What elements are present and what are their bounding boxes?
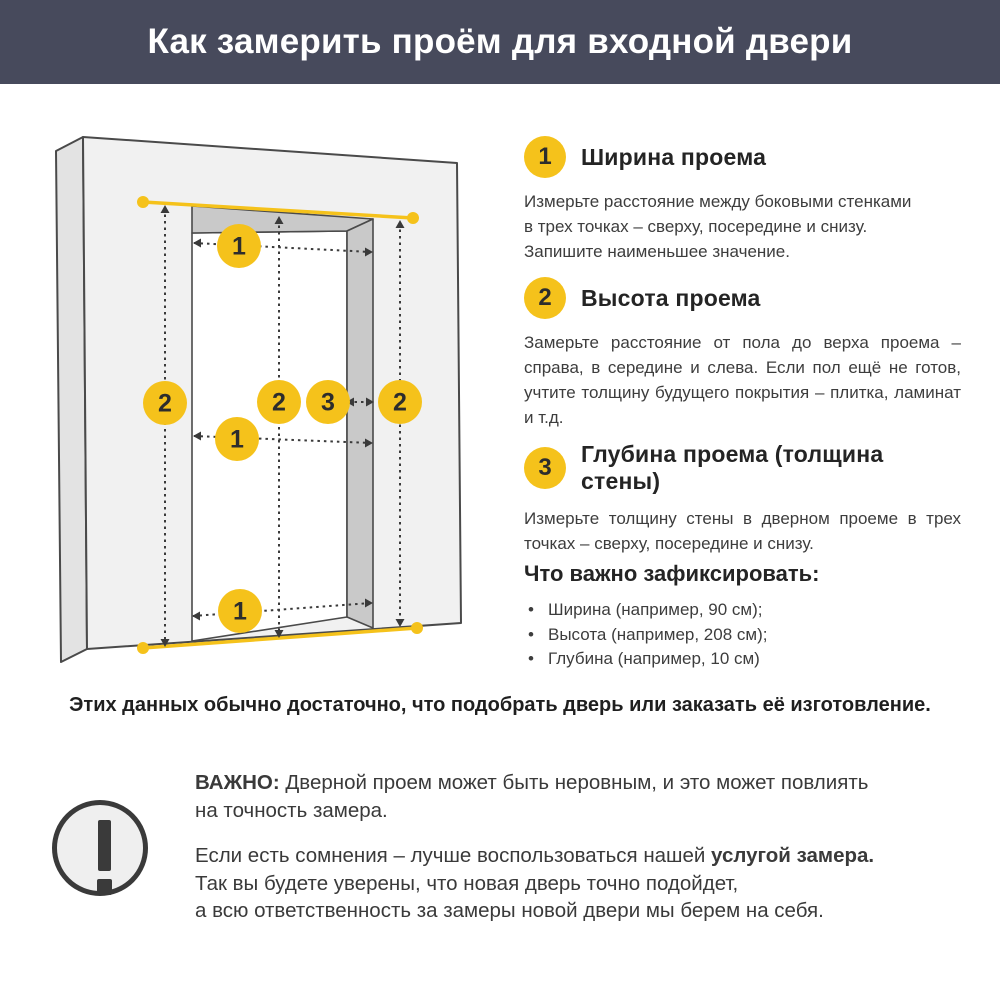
checklist-title: Что важно зафиксировать: xyxy=(524,561,820,586)
step-width xyxy=(524,136,961,264)
step-description: Замерьте расстояние от пола до верха проема – справа, в середине и слева. Если пол ещё не готов, учтите толщину будущего покрытия – плитка, ламинат и т.д. xyxy=(524,333,961,427)
notice-paragraph-important: ВАЖНО: Дверной проем может быть неровным, и это может повлиять на точность замера. xyxy=(195,771,869,822)
checklist xyxy=(524,561,961,672)
step-title: Ширина проема xyxy=(581,143,767,170)
top-level-dot-right xyxy=(407,212,419,224)
doorway-diagram-svg xyxy=(30,120,500,680)
step-number-badge: 2 xyxy=(524,277,566,319)
step-number-badge: 3 xyxy=(524,447,566,489)
step-height xyxy=(524,277,961,430)
wall-side-face xyxy=(56,137,87,662)
top-level-dot-left xyxy=(137,196,149,208)
marker-label: 2 xyxy=(272,388,286,417)
marker-label: 3 xyxy=(321,388,335,417)
doorway-diagram xyxy=(30,120,500,680)
list-item xyxy=(524,623,961,648)
bullet-icon: • xyxy=(528,600,534,619)
page-title: Как замерить проём для входной двери xyxy=(147,22,853,61)
step-title: Глубина проема (толщина стены) xyxy=(581,441,884,494)
notice-paragraph-service: Если есть сомнения – лучше воспользоваться нашей услугой замера. Так вы будете уверены, что новая дверь точно подойдет, а всю ответственность за замеры новой двери мы берем на себя. xyxy=(195,844,875,922)
list-item xyxy=(524,598,961,623)
service-label: услугой замера. xyxy=(711,844,875,867)
exclamation-icon xyxy=(52,800,148,896)
notice-text xyxy=(195,769,965,925)
marker-label: 1 xyxy=(230,425,244,454)
marker-label: 2 xyxy=(158,389,172,418)
step-description: Измерьте расстояние между боковыми стенками в трех точках – сверху, посередине и снизу. Запишите наименьшее значение. xyxy=(524,192,912,261)
step-title: Высота проема xyxy=(581,284,761,311)
checklist-item-text: Высота (например, 208 см); xyxy=(548,624,768,644)
bullet-icon: • xyxy=(528,649,534,668)
header-bar xyxy=(0,0,1000,84)
checklist-item-text: Ширина (например, 90 см); xyxy=(548,600,763,619)
right-jamb-reveal xyxy=(347,219,373,628)
bottom-level-dot-left xyxy=(137,642,149,654)
checklist-item-text: Глубина (например, 10 см) xyxy=(548,649,760,668)
summary-line: Этих данных обычно достаточно, что подобрать дверь или заказать её изготовление. xyxy=(69,694,931,716)
step-description: Измерьте толщину стены в дверном проеме в трех точках – сверху, посередине и снизу. xyxy=(524,509,961,553)
marker-label: 2 xyxy=(393,388,407,417)
bullet-icon: • xyxy=(528,624,534,644)
step-number-badge: 1 xyxy=(524,136,566,178)
marker-label: 1 xyxy=(232,232,246,261)
step-depth xyxy=(524,441,961,556)
bottom-level-dot-right xyxy=(411,622,423,634)
important-label: ВАЖНО: xyxy=(195,771,280,794)
marker-label: 1 xyxy=(233,597,247,626)
list-item xyxy=(524,647,961,672)
